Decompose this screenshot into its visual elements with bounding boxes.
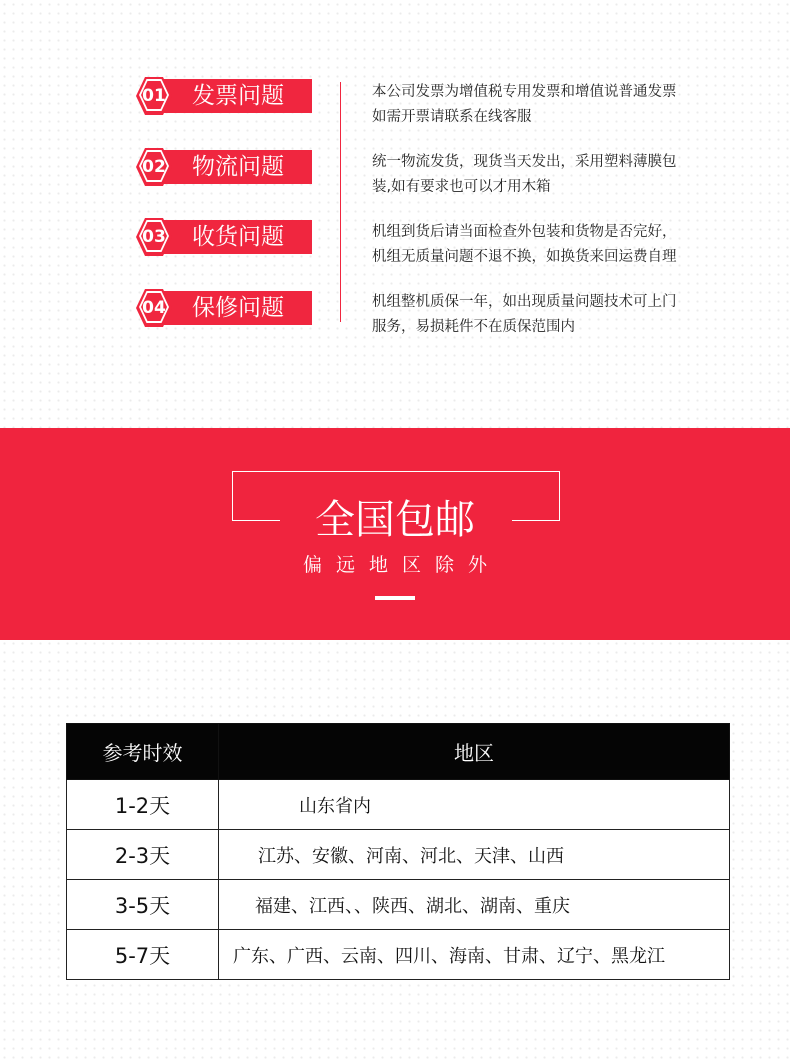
frame-line (232, 471, 560, 472)
faq-number: 03 (142, 227, 166, 247)
faq-item-receiving (0, 217, 790, 277)
cell-area: 福建、江西、、陕西、湖北、湖南、重庆 (219, 880, 730, 930)
faq-answer (372, 290, 752, 340)
faq-answer-line: 如需开票请联系在线客服 (372, 109, 532, 125)
faq-number: 04 (142, 298, 166, 318)
faq-tag (136, 76, 312, 116)
table-row (67, 930, 730, 980)
banner-subtitle: 偏远地区除外 (302, 554, 501, 576)
faq-item-warranty (0, 288, 790, 348)
faq-tag (136, 217, 312, 257)
header-area: 地区 (219, 724, 730, 780)
banner-title: 全国包邮 (315, 497, 475, 543)
banner-divider (375, 596, 415, 600)
cell-time: 5-7天 (67, 930, 219, 980)
cell-time: 2-3天 (67, 830, 219, 880)
faq-answer-line: 统一物流发货，现货当天发出，采用塑料薄膜包 (372, 154, 677, 170)
table-row (67, 830, 730, 880)
faq-answer-line: 本公司发票为增值税专用发票和增值说普通发票 (372, 84, 677, 100)
faq-section (0, 0, 790, 420)
faq-title: 发票问题 (192, 83, 284, 109)
free-shipping-banner (0, 428, 790, 640)
faq-title: 收货问题 (192, 224, 284, 250)
faq-tag (136, 288, 312, 328)
faq-answer (372, 150, 752, 200)
cell-area: 江苏、安徽、河南、河北、天津、山西 (219, 830, 730, 880)
faq-title: 物流问题 (192, 154, 284, 180)
cell-time: 1-2天 (67, 780, 219, 830)
faq-number: 02 (142, 157, 166, 177)
faq-answer-line: 机组整机质保一年，如出现质量问题技术可上门 (372, 294, 677, 310)
table-row (67, 780, 730, 830)
faq-answer-line: 机组到货后请当面检查外包装和货物是否完好， (372, 224, 677, 240)
shipping-time-table (66, 723, 730, 980)
faq-answer (372, 80, 752, 130)
faq-item-invoice (0, 76, 790, 136)
faq-number: 01 (142, 86, 166, 106)
faq-item-logistics (0, 147, 790, 207)
faq-answer-line: 服务，易损耗件不在质保范围内 (372, 319, 575, 335)
faq-answer-line: 机组无质量问题不退不换，如换货来回运费自理 (372, 249, 677, 265)
faq-answer-line: 装,如有要求也可以才用木箱 (372, 179, 551, 195)
cell-time: 3-5天 (67, 880, 219, 930)
faq-answer (372, 220, 752, 270)
table-header-row (67, 724, 730, 780)
header-time: 参考时效 (67, 724, 219, 780)
cell-area: 广东、广西、云南、四川、海南、甘肃、辽宁、黑龙江 (219, 930, 730, 980)
table-row (67, 880, 730, 930)
faq-title: 保修问题 (192, 295, 284, 321)
cell-area: 山东省内 (219, 780, 730, 830)
faq-tag (136, 147, 312, 187)
